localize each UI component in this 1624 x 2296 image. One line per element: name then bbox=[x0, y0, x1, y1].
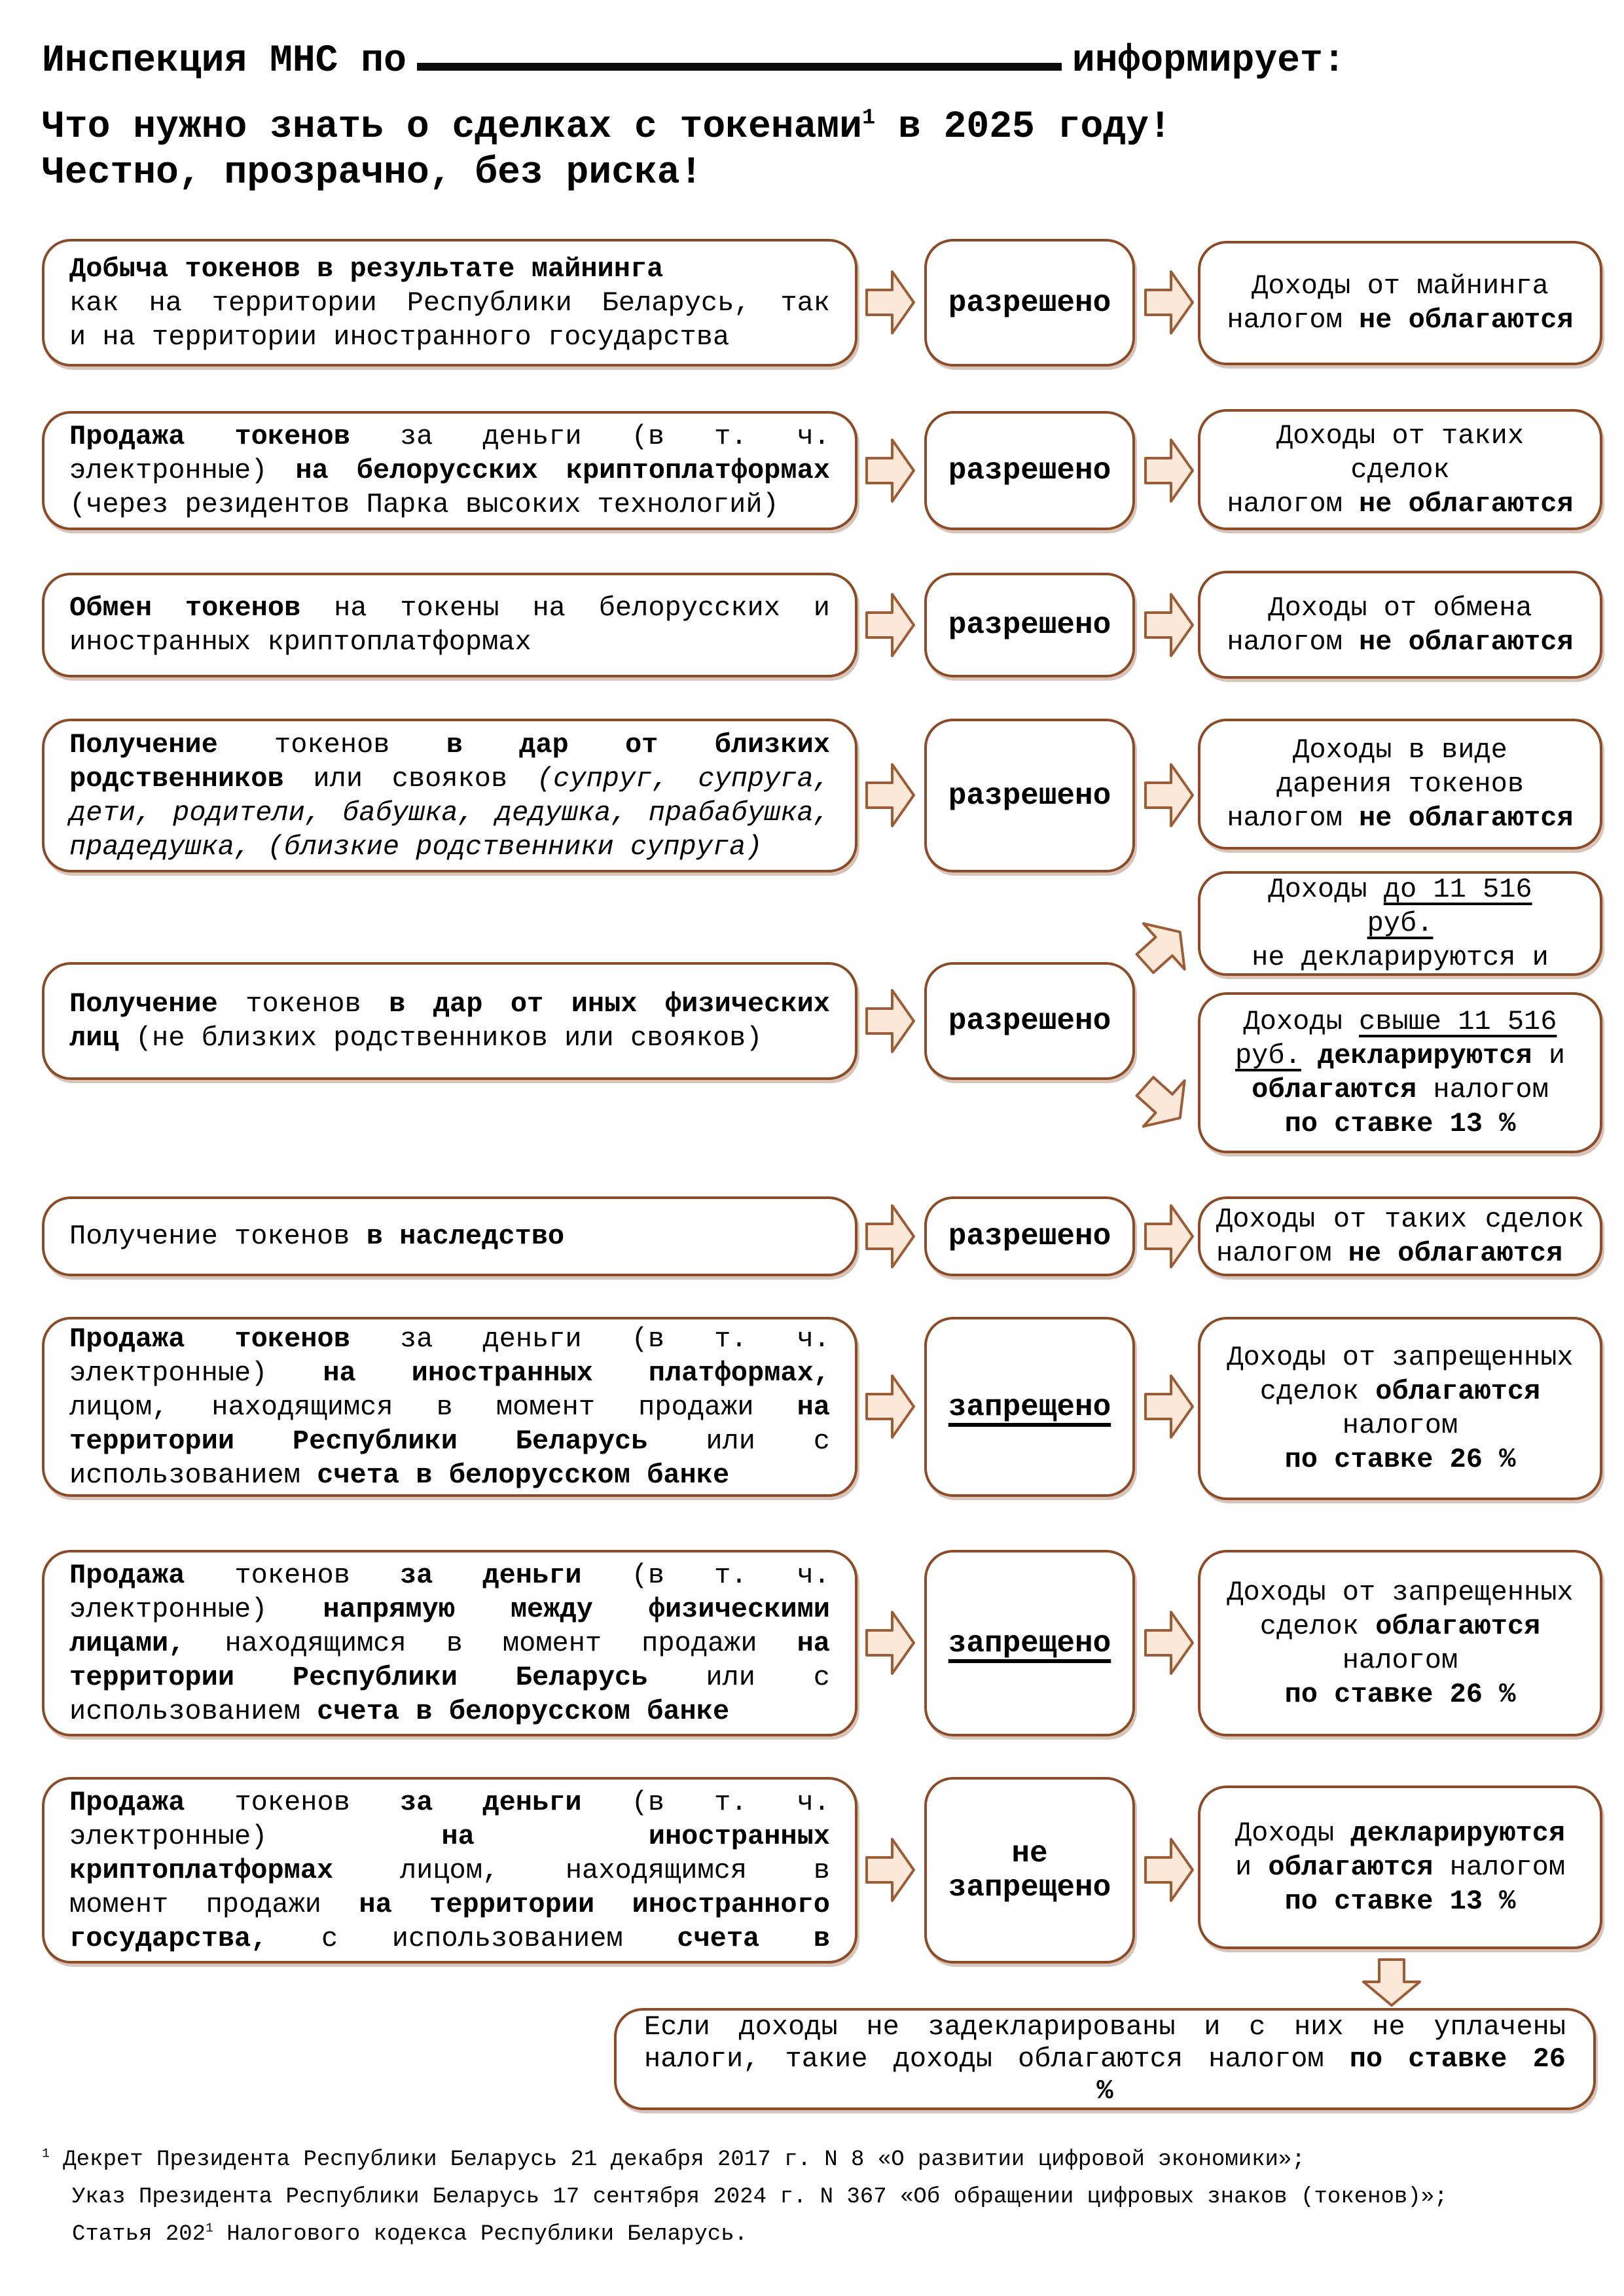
text-line: Что нужно знать о сделках с токенами$^1$ в 2025 году! bbox=[42, 105, 1172, 149]
foreign-abroad-description-box bbox=[42, 1777, 857, 1964]
page-subtitle bbox=[42, 151, 1593, 196]
arrow-right-icon bbox=[865, 759, 915, 832]
text-line: территории Республики Беларусь или с bbox=[69, 1661, 830, 1693]
page-title bbox=[42, 105, 1593, 151]
text-line: Продажа токенов за деньги (в т. ч. bbox=[69, 1323, 830, 1355]
text-line: использованием счета в белорусском банке bbox=[69, 1695, 730, 1727]
gift-close-status-box bbox=[924, 719, 1135, 872]
exchange-description-box bbox=[42, 573, 857, 677]
mining-status-box bbox=[924, 239, 1135, 367]
text-line: лицами, находящимся в момент продажи на bbox=[69, 1627, 830, 1659]
text-line: Доходы от таких bbox=[1276, 420, 1525, 452]
gift-other-result-over-limit-box bbox=[1198, 992, 1602, 1153]
text-line: налогом не облагаются bbox=[1227, 304, 1574, 336]
text-line: Указ Президента Республики Беларусь 17 сентября 2024 г. N 367 «Об обращении цифровых знаков (токенов)»; bbox=[72, 2185, 1448, 2210]
foreign-in-belarus-status-box bbox=[924, 1317, 1135, 1497]
header-prefix: Инспекция МНС по bbox=[42, 40, 406, 82]
text-line: дети, родители, бабушка, дедушка, прабабушка, bbox=[69, 797, 830, 829]
exchange-status-box bbox=[924, 573, 1135, 677]
arrow-down-right-icon bbox=[1119, 1058, 1205, 1146]
direct-sale-description-box bbox=[42, 1550, 857, 1736]
sale-belarus-status-box bbox=[924, 411, 1135, 530]
text-line: Получение токенов в наследство bbox=[69, 1221, 565, 1252]
direct-sale-result-box bbox=[1198, 1550, 1602, 1736]
exchange-result-box bbox=[1198, 571, 1602, 679]
arrow-right-icon bbox=[1144, 266, 1194, 339]
gift-other-result-under-limit-box bbox=[1198, 871, 1602, 976]
text-line: Доходы от запрещенных bbox=[1227, 1342, 1574, 1373]
text-line: налоги, такие доходы облагаются налогом по ставке 26 bbox=[644, 2043, 1566, 2075]
text-line: территории Республики Беларусь или с bbox=[69, 1425, 830, 1457]
foreign-in-belarus-description-box bbox=[42, 1317, 857, 1497]
arrow-right-icon bbox=[1144, 1606, 1194, 1679]
text-line: по ставке 26 % bbox=[1284, 1444, 1516, 1475]
text-line: лицом, находящимся в момент продажи на bbox=[69, 1391, 830, 1423]
gift-other-description-box bbox=[42, 962, 857, 1080]
text-line: использованием счета в белорусском банке bbox=[69, 1459, 730, 1491]
text-line: разрешено bbox=[948, 454, 1111, 488]
text-line: разрешено bbox=[948, 1004, 1111, 1038]
gift-other-status-box bbox=[924, 962, 1135, 1080]
text-line: Доходы до 11 516 bbox=[1268, 874, 1532, 905]
text-line: руб. декларируются и bbox=[1235, 1040, 1566, 1071]
text-line: Доходы от таких сделок bbox=[1216, 1204, 1584, 1235]
header bbox=[42, 34, 1593, 196]
text-line: по ставке 13 % bbox=[1284, 1108, 1516, 1139]
foreign-in-belarus-result-box bbox=[1198, 1317, 1602, 1500]
gift-close-description-box bbox=[42, 719, 857, 872]
text-line: по ставке 26 % bbox=[1284, 1678, 1516, 1710]
text-line: Статья $202^1$ Налогового кодекса Республики Беларусь. bbox=[72, 2221, 748, 2247]
arrow-right-icon bbox=[865, 1200, 915, 1273]
text-line: Продажа токенов за деньги (в т. ч. bbox=[69, 1786, 830, 1818]
text-line: Если доходы не задекларированы и с них не уплачены bbox=[644, 2011, 1566, 2043]
text-line: налогом bbox=[1342, 1644, 1458, 1676]
text-line: разрешено bbox=[948, 1219, 1111, 1253]
arrow-right-icon bbox=[1144, 588, 1194, 662]
text-line: Честно, прозрачно, без риска! bbox=[42, 152, 703, 194]
direct-sale-status-box bbox=[924, 1550, 1135, 1736]
inheritance-description-box bbox=[42, 1196, 857, 1276]
text-line: налогом bbox=[1342, 1410, 1458, 1441]
text-line: Доходы от запрещенных bbox=[1227, 1576, 1574, 1608]
mining-description-box bbox=[42, 239, 857, 367]
sale-belarus-description-box bbox=[42, 411, 857, 530]
inheritance-status-box bbox=[924, 1196, 1135, 1276]
text-line: разрешено bbox=[948, 778, 1111, 813]
undeclared-income-warning-box bbox=[614, 2008, 1596, 2110]
text-line: и облагаются налогом bbox=[1235, 1852, 1566, 1883]
text-line: Доходы свыше 11 516 bbox=[1243, 1006, 1557, 1037]
text-line: криптоплатформах лицом, находящимся в bbox=[69, 1854, 830, 1886]
text-line: запрещено bbox=[948, 1390, 1111, 1424]
arrow-right-icon bbox=[865, 1606, 915, 1679]
text-line: разрешено bbox=[948, 285, 1111, 320]
text-line: электронные) напрямую между физическими bbox=[69, 1593, 831, 1625]
text-line: Доходы от майнинга bbox=[1252, 270, 1549, 302]
arrow-right-icon bbox=[865, 266, 915, 339]
arrow-right-icon bbox=[1144, 759, 1194, 832]
arrow-right-icon bbox=[865, 434, 915, 507]
text-line: запрещено bbox=[948, 1626, 1111, 1660]
foreign-abroad-status-box bbox=[924, 1777, 1135, 1964]
foreign-abroad-result-box bbox=[1198, 1785, 1602, 1949]
arrow-right-icon bbox=[1144, 1370, 1194, 1443]
header-line bbox=[42, 34, 1593, 85]
text-line: прадедушка, (близкие родственники супруга) bbox=[69, 831, 763, 863]
text-line: электронные) на белорусских криптоплатформах bbox=[69, 455, 830, 486]
blank-underline bbox=[417, 34, 1062, 71]
text-line: налогом не облагаются bbox=[1227, 626, 1574, 658]
arrow-right-icon bbox=[865, 1833, 915, 1907]
arrow-down-icon bbox=[1362, 1958, 1421, 2007]
text-line: и на территории иностранного государства bbox=[69, 321, 730, 353]
text-line: не декларируются и bbox=[1252, 942, 1549, 973]
text-line: по ставке 13 % bbox=[1284, 1886, 1516, 1917]
text-line: Доходы декларируются bbox=[1235, 1818, 1566, 1849]
text-line: Получение токенов в дар от близких bbox=[69, 728, 830, 761]
text-line: разрешено bbox=[948, 608, 1111, 642]
text-line: дарения токенов bbox=[1276, 768, 1525, 800]
text-line: облагаются налогом bbox=[1252, 1074, 1549, 1105]
text-line: запрещено bbox=[948, 1870, 1111, 1905]
arrow-right-icon bbox=[865, 984, 915, 1058]
footnote bbox=[42, 2142, 1600, 2253]
inheritance-result-box bbox=[1198, 1196, 1602, 1276]
text-line: электронные) на иностранных платформах, bbox=[69, 1357, 831, 1389]
text-line: родственников или свояков (супруг, супруга, bbox=[69, 762, 830, 795]
mining-result-box bbox=[1198, 241, 1602, 365]
text-line: электронные) на иностранных bbox=[69, 1820, 831, 1852]
gift-close-result-box bbox=[1198, 719, 1602, 850]
text-line: сделок облагаются bbox=[1259, 1610, 1541, 1642]
arrow-right-icon bbox=[1144, 434, 1194, 507]
text-line: момент продажи на территории иностранного bbox=[69, 1888, 830, 1920]
text-line: Продажа токенов за деньги (в т. ч. bbox=[69, 421, 830, 452]
header-suffix: информирует: bbox=[1072, 40, 1346, 82]
text-line: $^1$ Декрет Президента Республики Беларусь 21 декабря 2017 г. N 8 «О развитии цифровой экономики»; bbox=[42, 2146, 1305, 2172]
arrow-right-icon bbox=[1144, 1200, 1194, 1273]
text-line: (через резидентов Парка высоких технологий) bbox=[69, 489, 779, 520]
text-line: Обмен токенов на токены на белорусских и bbox=[69, 592, 830, 624]
text-line: налогом не облагаются bbox=[1227, 488, 1574, 520]
arrow-right-icon bbox=[865, 588, 915, 662]
text-line: % bbox=[1096, 2075, 1113, 2107]
text-line: налогом не облагаются bbox=[1227, 802, 1574, 834]
sale-belarus-result-box bbox=[1198, 409, 1602, 530]
text-line: руб. bbox=[1367, 908, 1434, 939]
arrow-right-icon bbox=[865, 1370, 915, 1443]
text-line: Доходы в виде bbox=[1293, 734, 1507, 766]
text-line: иностранных криптоплатформах bbox=[69, 626, 532, 658]
text-line: налогом не облагаются bbox=[1216, 1238, 1563, 1269]
text-line: Получение токенов в дар от иных физических bbox=[69, 988, 830, 1020]
text-line: не bbox=[1011, 1836, 1048, 1871]
text-line: как на территории Республики Беларусь, так bbox=[69, 287, 830, 319]
text-line: сделок bbox=[1350, 454, 1450, 486]
text-line: Продажа токенов за деньги (в т. ч. bbox=[69, 1559, 830, 1591]
arrow-right-icon bbox=[1144, 1833, 1194, 1907]
text-line: сделок облагаются bbox=[1259, 1376, 1541, 1407]
text-line: Доходы от обмена bbox=[1268, 592, 1532, 624]
text-line: Добыча токенов в результате майнинга bbox=[69, 253, 664, 285]
text-line: государства, с использованием счета в bbox=[69, 1922, 830, 1954]
text-line: лиц (не близких родственников или свояков) bbox=[69, 1022, 763, 1054]
